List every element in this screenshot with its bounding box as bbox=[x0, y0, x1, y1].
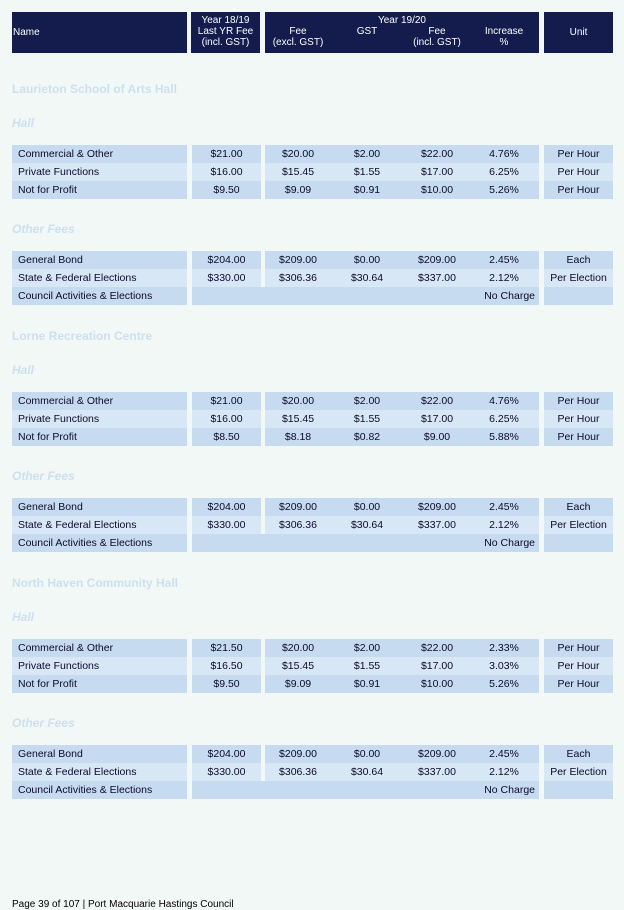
row-increase: 6.25% bbox=[489, 166, 519, 178]
row-gst: $0.91 bbox=[353, 678, 381, 690]
row-last-year-fee: $204.00 bbox=[192, 251, 261, 269]
row-fee-excl-gst: $306.36 bbox=[279, 766, 317, 778]
subsection-label-hall: Hall bbox=[12, 363, 35, 377]
row-increase: 5.88% bbox=[489, 431, 519, 443]
table-row bbox=[0, 639, 624, 657]
row-last-year-fee: $204.00 bbox=[192, 498, 261, 516]
subsection-label-hall: Hall bbox=[12, 116, 35, 130]
table-row bbox=[0, 675, 624, 693]
row-gst: $0.00 bbox=[353, 748, 381, 760]
row-fee-incl-gst: $10.00 bbox=[420, 184, 454, 196]
row-current-fees bbox=[265, 145, 539, 163]
row-unit: Per Hour bbox=[544, 145, 613, 163]
row-unit: Each bbox=[544, 251, 613, 269]
row-current-fees bbox=[265, 269, 539, 287]
header-fee-ex: Fee bbox=[289, 26, 307, 37]
row-name: Council Activities & Elections bbox=[12, 287, 187, 305]
row-name: State & Federal Elections bbox=[12, 516, 187, 534]
row-current-fees bbox=[265, 410, 539, 428]
row-gst: $0.00 bbox=[353, 254, 381, 266]
row-fee-excl-gst: $306.36 bbox=[279, 272, 317, 284]
row-current-fees bbox=[265, 516, 539, 534]
section-title: North Haven Community Hall bbox=[12, 576, 179, 590]
header-gst: GST bbox=[356, 26, 378, 37]
row-unit: Per Hour bbox=[544, 410, 613, 428]
row-last-year-fee: $330.00 bbox=[192, 763, 261, 781]
row-fee-incl-gst: $17.00 bbox=[420, 166, 454, 178]
table-row bbox=[0, 287, 624, 305]
header-name-cell bbox=[12, 12, 187, 53]
row-last-year-fee: $16.50 bbox=[192, 657, 261, 675]
row-last-year-fee: $330.00 bbox=[192, 516, 261, 534]
row-gst: $2.00 bbox=[353, 395, 381, 407]
table-row bbox=[0, 745, 624, 763]
row-current-fees bbox=[265, 251, 539, 269]
row-name: Not for Profit bbox=[12, 675, 187, 693]
row-name: Private Functions bbox=[12, 163, 187, 181]
row-gst: $30.64 bbox=[350, 272, 384, 284]
row-name: Commercial & Other bbox=[12, 392, 187, 410]
table-row bbox=[0, 269, 624, 287]
row-current-fees bbox=[265, 675, 539, 693]
header-unit: Unit bbox=[569, 27, 588, 38]
row-unit-empty bbox=[544, 534, 613, 552]
row-unit: Per Election bbox=[544, 763, 613, 781]
row-unit: Per Hour bbox=[544, 392, 613, 410]
no-charge-cell bbox=[192, 534, 539, 552]
row-increase: 2.45% bbox=[489, 254, 519, 266]
row-unit: Per Hour bbox=[544, 181, 613, 199]
row-unit-empty bbox=[544, 781, 613, 799]
row-gst: $2.00 bbox=[353, 148, 381, 160]
row-fee-excl-gst: $15.45 bbox=[281, 166, 315, 178]
row-last-year-fee: $204.00 bbox=[192, 745, 261, 763]
row-gst: $0.82 bbox=[353, 431, 381, 443]
row-current-fees bbox=[265, 657, 539, 675]
row-fee-excl-gst: $15.45 bbox=[281, 413, 315, 425]
header-fee-ex-sub: (excl. GST) bbox=[272, 37, 324, 48]
row-increase: 2.12% bbox=[489, 519, 519, 531]
table-row bbox=[0, 163, 624, 181]
header-fee-inc: Fee bbox=[428, 26, 446, 37]
row-name: State & Federal Elections bbox=[12, 763, 187, 781]
row-fee-incl-gst: $209.00 bbox=[418, 254, 456, 266]
table-row bbox=[0, 145, 624, 163]
table-row bbox=[0, 251, 624, 269]
row-fee-excl-gst: $20.00 bbox=[281, 395, 315, 407]
table-row bbox=[0, 516, 624, 534]
no-charge-label: No Charge bbox=[484, 537, 535, 549]
section-title: Lorne Recreation Centre bbox=[12, 329, 153, 343]
row-name: Commercial & Other bbox=[12, 145, 187, 163]
subsection-label-other-fees: Other Fees bbox=[12, 469, 75, 483]
row-last-year-fee: $21.00 bbox=[192, 145, 261, 163]
table-row bbox=[0, 763, 624, 781]
row-unit: Per Hour bbox=[544, 657, 613, 675]
row-last-year-fee: $21.00 bbox=[192, 392, 261, 410]
header-unit-cell bbox=[544, 12, 613, 53]
row-name: Council Activities & Elections bbox=[12, 534, 187, 552]
subsection-label-hall: Hall bbox=[12, 610, 35, 624]
table-row bbox=[0, 657, 624, 675]
row-unit: Each bbox=[544, 498, 613, 516]
row-fee-incl-gst: $209.00 bbox=[418, 748, 456, 760]
row-increase: 2.45% bbox=[489, 501, 519, 513]
row-current-fees bbox=[265, 745, 539, 763]
table-row bbox=[0, 781, 624, 799]
table-row bbox=[0, 410, 624, 428]
section-title: Laurieton School of Arts Hall bbox=[12, 82, 177, 96]
row-fee-excl-gst: $209.00 bbox=[279, 501, 317, 513]
row-name: Council Activities & Elections bbox=[12, 781, 187, 799]
row-last-year-fee: $16.00 bbox=[192, 163, 261, 181]
no-charge-label: No Charge bbox=[484, 290, 535, 302]
row-name: General Bond bbox=[12, 498, 187, 516]
header-fee-inc-sub: (incl. GST) bbox=[413, 37, 461, 48]
row-increase: 2.33% bbox=[489, 642, 519, 654]
row-name: General Bond bbox=[12, 251, 187, 269]
row-name: Not for Profit bbox=[12, 428, 187, 446]
row-current-fees bbox=[265, 639, 539, 657]
row-unit: Per Hour bbox=[544, 675, 613, 693]
row-fee-incl-gst: $337.00 bbox=[418, 272, 456, 284]
header-year1-line1: Year 18/19 bbox=[201, 15, 250, 26]
row-fee-excl-gst: $20.00 bbox=[281, 642, 315, 654]
row-fee-excl-gst: $306.36 bbox=[279, 519, 317, 531]
header-year1-line2: Last YR Fee bbox=[197, 26, 254, 37]
row-gst: $2.00 bbox=[353, 642, 381, 654]
table-row bbox=[0, 392, 624, 410]
row-unit: Per Hour bbox=[544, 163, 613, 181]
row-increase: 5.26% bbox=[489, 678, 519, 690]
row-fee-incl-gst: $209.00 bbox=[418, 501, 456, 513]
header-increase-sub: % bbox=[499, 37, 509, 48]
header-year2: Year 19/20 bbox=[377, 15, 426, 26]
row-fee-excl-gst: $20.00 bbox=[281, 148, 315, 160]
row-gst: $1.55 bbox=[353, 166, 381, 178]
page-footer: Page 39 of 107 | Port Macquarie Hastings Council bbox=[12, 899, 234, 910]
row-fee-excl-gst: $209.00 bbox=[279, 748, 317, 760]
row-fee-excl-gst: $9.09 bbox=[284, 678, 312, 690]
subsection-label-other-fees: Other Fees bbox=[12, 222, 75, 236]
row-fee-incl-gst: $22.00 bbox=[420, 642, 454, 654]
row-current-fees bbox=[265, 181, 539, 199]
subsection-label-other-fees: Other Fees bbox=[12, 716, 75, 730]
row-increase: 5.26% bbox=[489, 184, 519, 196]
row-gst: $0.00 bbox=[353, 501, 381, 513]
row-unit-empty bbox=[544, 287, 613, 305]
row-fee-incl-gst: $10.00 bbox=[420, 678, 454, 690]
table-row bbox=[0, 181, 624, 199]
row-unit: Per Hour bbox=[544, 428, 613, 446]
row-last-year-fee: $330.00 bbox=[192, 269, 261, 287]
row-gst: $1.55 bbox=[353, 413, 381, 425]
row-gst: $1.55 bbox=[353, 660, 381, 672]
row-name: Commercial & Other bbox=[12, 639, 187, 657]
row-name: Private Functions bbox=[12, 657, 187, 675]
table-row bbox=[0, 498, 624, 516]
row-fee-excl-gst: $209.00 bbox=[279, 254, 317, 266]
row-increase: 2.12% bbox=[489, 272, 519, 284]
row-fee-excl-gst: $15.45 bbox=[281, 660, 315, 672]
row-current-fees bbox=[265, 163, 539, 181]
row-fee-incl-gst: $22.00 bbox=[420, 395, 454, 407]
row-current-fees bbox=[265, 763, 539, 781]
header-name: Name bbox=[13, 27, 40, 38]
row-fee-incl-gst: $337.00 bbox=[418, 519, 456, 531]
row-last-year-fee: $9.50 bbox=[192, 181, 261, 199]
row-increase: 2.45% bbox=[489, 748, 519, 760]
row-fee-incl-gst: $17.00 bbox=[420, 660, 454, 672]
header-current-year-cell bbox=[265, 12, 539, 53]
no-charge-cell bbox=[192, 287, 539, 305]
row-fee-incl-gst: $17.00 bbox=[420, 413, 454, 425]
row-current-fees bbox=[265, 428, 539, 446]
row-gst: $0.91 bbox=[353, 184, 381, 196]
row-current-fees bbox=[265, 498, 539, 516]
row-current-fees bbox=[265, 392, 539, 410]
row-name: General Bond bbox=[12, 745, 187, 763]
row-name: Not for Profit bbox=[12, 181, 187, 199]
row-last-year-fee: $8.50 bbox=[192, 428, 261, 446]
no-charge-label: No Charge bbox=[484, 784, 535, 796]
row-fee-excl-gst: $8.18 bbox=[284, 431, 312, 443]
row-increase: 3.03% bbox=[489, 660, 519, 672]
row-increase: 2.12% bbox=[489, 766, 519, 778]
row-fee-incl-gst: $337.00 bbox=[418, 766, 456, 778]
header-last-year-cell bbox=[191, 12, 260, 53]
row-name: State & Federal Elections bbox=[12, 269, 187, 287]
row-gst: $30.64 bbox=[350, 519, 384, 531]
row-fee-excl-gst: $9.09 bbox=[284, 184, 312, 196]
row-last-year-fee: $21.50 bbox=[192, 639, 261, 657]
table-row bbox=[0, 428, 624, 446]
row-unit: Per Election bbox=[544, 516, 613, 534]
row-unit: Per Election bbox=[544, 269, 613, 287]
table-row bbox=[0, 534, 624, 552]
header-year1-line3: (incl. GST) bbox=[201, 37, 250, 48]
row-unit: Each bbox=[544, 745, 613, 763]
header-increase: Increase bbox=[484, 26, 524, 37]
row-fee-incl-gst: $22.00 bbox=[420, 148, 454, 160]
row-last-year-fee: $9.50 bbox=[192, 675, 261, 693]
row-last-year-fee: $16.00 bbox=[192, 410, 261, 428]
row-fee-incl-gst: $9.00 bbox=[423, 431, 451, 443]
row-gst: $30.64 bbox=[350, 766, 384, 778]
no-charge-cell bbox=[192, 781, 539, 799]
row-increase: 6.25% bbox=[489, 413, 519, 425]
row-name: Private Functions bbox=[12, 410, 187, 428]
row-increase: 4.76% bbox=[489, 148, 519, 160]
row-unit: Per Hour bbox=[544, 639, 613, 657]
row-increase: 4.76% bbox=[489, 395, 519, 407]
